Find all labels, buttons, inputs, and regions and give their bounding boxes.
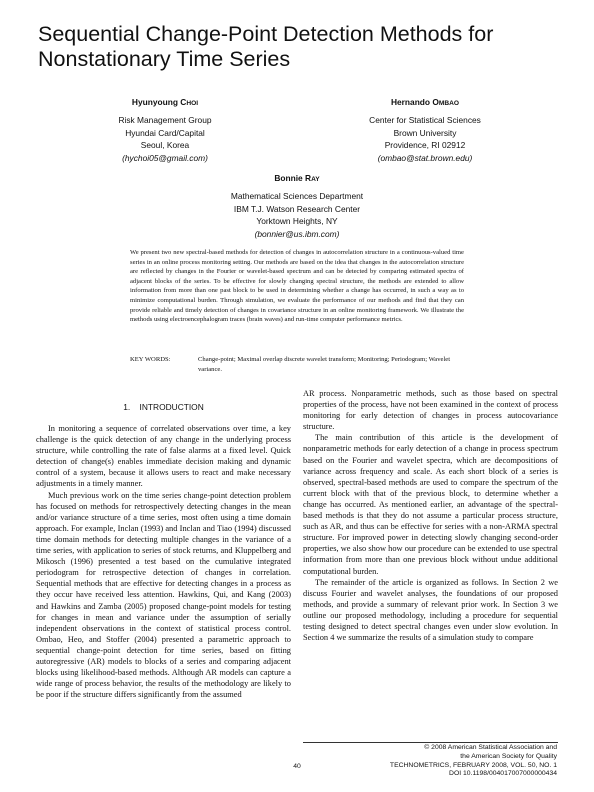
affiliation-line: Yorktown Heights, NY [256,216,338,227]
author-block-1 [90,96,240,164]
author-block-2 [340,96,510,164]
author-email: (ombao@stat.brown.edu) [377,152,473,163]
paragraph: The main contribution of this article is the development of nonparametric methods for early detection of a change in process spectrum based on the Fourier and wavelet spectra, which are decompositions of variance across frequency and scale. As each short block of a series is observed, spectral-based methods are used to compare the spectrum of the current block with that of the previous block, to determine whether a change has occurred. As mentioned earlier, an advantage of the spectral-based methods is that they do not assume a particular process structure, such as AR, and thus can be effective for series with a non-ARMA spectral structure. For improved power in detecting slowly changing second-order properties, we also show how our procedure can be extended to use spectral information from more than one previous block without undue additional computational burden. [303,433,558,576]
doi: DOI 10.1198/004017007000000434 [449,770,557,778]
affiliation-line: Mathematical Sciences Department [230,191,364,202]
affiliation-line: Seoul, Korea [140,140,190,151]
affiliation-line: Brown University [393,127,457,138]
copyright-line: the American Society for Quality [460,752,557,760]
author-name: Bonnie RAY [274,173,320,183]
affiliation-line: Providence, RI 02912 [384,140,466,151]
paragraph: In monitoring a sequence of correlated observations over time, a key challenge is the quick detection of any change in the underlying process structure, while controlling the rate of false alarms at a fixed level. Quick detection of change(s) enables immediate decision making and dynamic control of a system, because it allows users to react and make necessary adjustments in a timely manner. [36,424,291,489]
affiliation-line: IBM T.J. Watson Research Center [233,203,361,214]
author-name: Hernando OMBAO [390,97,460,107]
abstract: We present two new spectral-based methods for detection of changes in autocorrelation structure in a continuous-valued time series in an online process monitoring setting. Our methods are based on the idea that changes in the autocorrelation structure are reflected by changes in the Fourier or wavelet-based spectrum and can be detected by comparing estimated spectra of adjacent blocks of the series. To be effective for slowly changing spectral structure, the methods are extended to allow information from more than one past block to be used in determining whether a change has occurred, in such a way as to minimize computational burden. Through simulation, we evaluate the performance of our methods and find that they can provide reliable and timely detection of changes in covariance structure in an online monitoring framework. We illustrate the methods using electroencephalogram traces (brain waves) and run-time computer performance metrics. [130,249,464,324]
paragraph: The remainder of the article is organized as follows. In Section 2 we discuss Fourier and wavelet analyses, the foundations of our proposed methods, and provide a summary of relevant prior work. In Section 3 we outline our proposed methodology, including a procedure for sequential testing designed to detect spectral changes even under slow evolution. In Section 4 we summarize the results of a simulation study to compare [303,577,558,643]
right-column [303,388,558,643]
affiliation-line: Risk Management Group [118,115,212,126]
author-email: (hychoi05@gmail.com) [122,152,208,163]
copyright-line: © 2008 American Statistical Association and [424,744,557,751]
section-heading: 1. INTRODUCTION [123,402,204,412]
journal-info: TECHNOMETRICS, FEBRUARY 2008, VOL. 50, NO. 1 [389,761,557,769]
paper-title: Sequential Change-Point Detection Methods for Nonstationary Time Series [38,22,494,71]
copyright-notice [303,744,557,779]
author-name: Hyunyoung CHOI [131,97,199,107]
paragraph: AR process. Nonparametric methods, such as those based on spectral properties of the process, have not been examined in the context of process monitoring for early detection of changes in process autocovariance structure. [303,389,558,432]
affiliation-line: Hyundai Card/Capital [125,127,205,138]
left-column [36,423,291,700]
keywords-label: KEY WORDS: [130,356,171,363]
keywords-text: Change-point; Maximal overlap discrete wavelet transform; Monitoring; Periodogram; Wavelet variance. [198,356,451,373]
paragraph: Much previous work on the time series change-point detection problem has focused on methods for retrospectively detecting changes in the mean and/or variance structure of a time series, most often using a time domain approach. For example, Inclan (1993) and Inclan and Tiao (1994) discussed time domain methods for detecting multiple changes in the variance of a time series, with application to series of stock returns, and Kluppelberg and Mikosch (1996) presented a test based on the cumulative integrated periodogram for retrospective detection of changes in correlation. Sequential methods that are effective for detecting changes in a process as they occur have received less attention. Hawkins, Qui, and Kang (2003) and Hawkins and Zamba (2005) proposed change-point models for testing for changes in mean and variance under the assumption of serially independent observations in the context of statistical process control. Ombao, Heo, and Stoffer (2004) presented a parametric approach to sequential change-point detection for time series, based on fitting autoregressive (AR) models to blocks of a series and comparing adjacent blocks using likelihood-based methods. Although AR models can capture a wide range of process behavior, the results of the methodology are likely to be poor if the structure differs significantly from the assumed [36,490,291,700]
footnote-divider [303,742,558,743]
affiliation-line: Center for Statistical Sciences [369,115,481,126]
page-number: 40 [293,763,301,770]
author-block-3 [207,172,387,240]
author-email: (bonnier@us.ibm.com) [254,228,340,239]
